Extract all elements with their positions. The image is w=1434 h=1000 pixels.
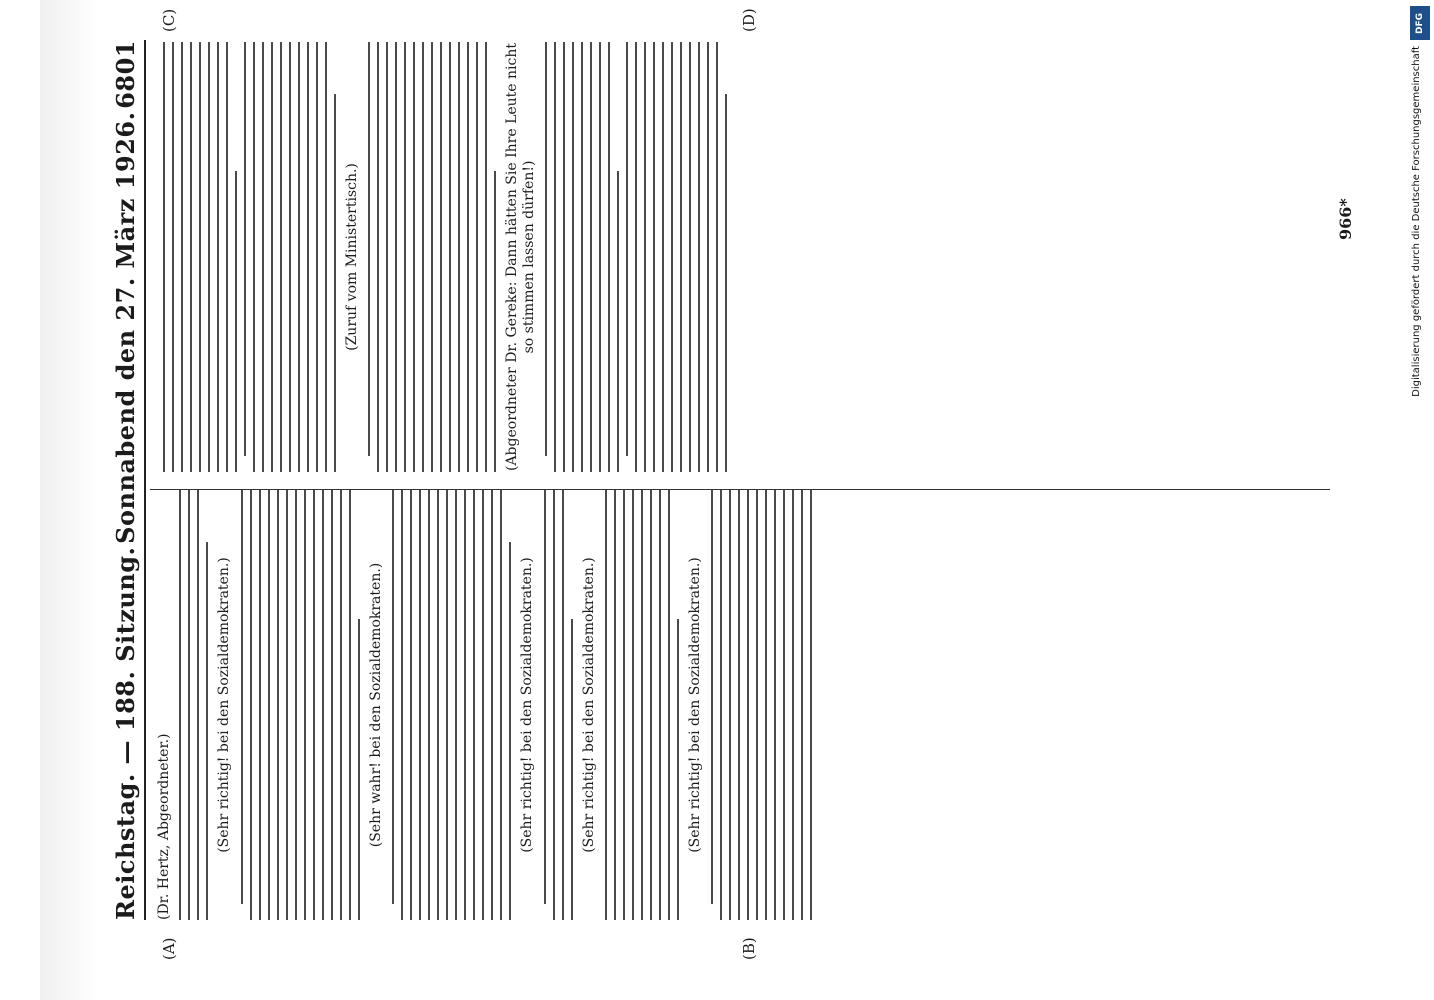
margin-marker-b: (B) — [740, 937, 758, 960]
speaker-line: (Dr. Hertz, Abgeordneter.) — [156, 733, 172, 920]
document-page — [40, 0, 1400, 1000]
left-column — [156, 490, 819, 920]
header-rule — [144, 40, 146, 920]
text-paragraph — [368, 42, 496, 472]
margin-marker-d: (D) — [740, 8, 758, 32]
margin-marker-a: (A) — [160, 937, 178, 960]
remark: (Sehr richtig! bei den Sozialdemokraten.) — [687, 557, 704, 853]
footer-signature: 966* — [1336, 198, 1355, 240]
attribution-strip — [1406, 0, 1434, 1000]
text-paragraph — [244, 42, 336, 472]
text-paragraph — [545, 42, 619, 472]
header-session-title: Reichstag. — 188. Sitzung. — [111, 546, 140, 920]
page-header — [100, 40, 140, 920]
remark: (Zuruf vom Ministertisch.) — [344, 163, 360, 351]
remark: (Sehr wahr! bei den Sozialdemokraten.) — [367, 562, 384, 848]
text-paragraph — [711, 490, 812, 920]
scan-edge-shadow — [40, 0, 100, 1000]
text-paragraph — [626, 42, 727, 472]
remark: (Sehr richtig! bei den Sozialdemokraten.) — [519, 557, 536, 853]
margin-marker-c: (C) — [160, 8, 178, 32]
dfg-logo-icon: DFG — [1410, 6, 1430, 40]
text-paragraph — [241, 490, 360, 920]
text-paragraph — [605, 490, 679, 920]
text-paragraph — [544, 490, 573, 920]
right-column — [156, 42, 734, 472]
remark: (Abgeordneter Dr. Gereke: Dann hätten Sie Ihre Leute nicht so stimmen lassen dürfen!) — [504, 42, 537, 472]
remark: (Sehr richtig! bei den Sozialdemokraten.) — [216, 557, 233, 853]
remark: (Sehr richtig! bei den Sozialdemokraten.) — [580, 557, 597, 853]
text-paragraph — [179, 490, 208, 920]
page-number: 6801 — [111, 40, 140, 109]
text-paragraph — [163, 42, 237, 472]
text-paragraph — [392, 490, 511, 920]
header-date: Sonnabend den 27. März 1926. — [111, 111, 140, 544]
digitization-credit: Digitalisierung gefördert durch die Deutsche Forschungsgemeinschaft — [1411, 46, 1422, 397]
